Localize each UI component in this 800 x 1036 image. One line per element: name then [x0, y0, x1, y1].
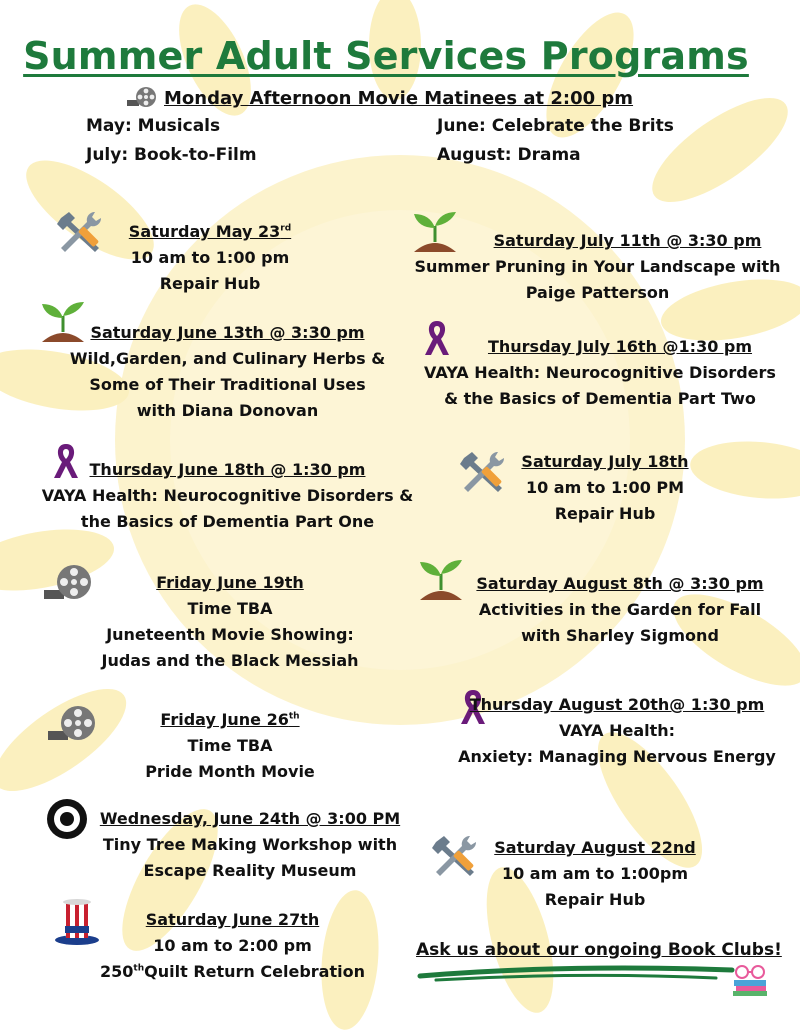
tools-icon: [430, 832, 478, 880]
matinee-month: June: Celebrate the Brits: [437, 116, 674, 136]
film-reel-icon: [127, 86, 157, 108]
matinee-month: May: Musicals: [86, 116, 221, 136]
event-july-11: Saturday July 11th @ 3:30 pm Summer Pruning in Your Landscape with Paige Patterson: [414, 231, 781, 302]
event-june-13: Saturday June 13th @ 3:30 pm Wild,Garden, and Culinary Herbs & Some of Their Traditional Uses with Diana Donovan: [69, 323, 386, 420]
film-reel-icon: [44, 564, 92, 602]
page-title: Summer Adult Services Programs: [23, 34, 749, 78]
book-club-note: Ask us about our ongoing Book Clubs!: [416, 940, 782, 960]
green-brush-stroke: [416, 962, 736, 984]
event-july-18: Saturday July 18th 10 am to 1:00 PM Repair Hub: [521, 452, 689, 523]
event-june-26: Friday June 26th Time TBA Pride Month Movie: [145, 710, 315, 781]
matinee-month: July: Book-to-Film: [86, 145, 257, 165]
event-june-27: Saturday June 27th 10 am to 2:00 pm 250thQuilt Return Celebration: [100, 910, 365, 981]
uncle-sam-hat-icon: [54, 898, 100, 946]
event-august-8: Saturday August 8th @ 3:30 pm Activities in the Garden for Fall with Sharley Sigmond: [476, 574, 764, 645]
tools-icon: [55, 208, 103, 256]
tools-icon: [458, 448, 506, 496]
film-reel-icon: [48, 705, 96, 743]
event-august-20: Thursday August 20th@ 1:30 pm VAYA Health: Anxiety: Managing Nervous Energy: [458, 695, 776, 766]
books-glasses-icon: [730, 962, 770, 996]
seedling-icon: [416, 556, 466, 600]
matinee-month: August: Drama: [437, 145, 581, 165]
event-june-24: Wednesday, June 24th @ 3:00 PM Tiny Tree Making Workshop with Escape Reality Museum: [99, 809, 401, 880]
handmade-badge-icon: [46, 798, 88, 840]
event-july-16: Thursday July 16th @1:30 pm VAYA Health: Neurocognitive Disorders & the Basics of Dementia Part Two: [424, 337, 776, 408]
event-june-18: Thursday June 18th @ 1:30 pm VAYA Health: Neurocognitive Disorders & the Basics of Dementia Part One: [41, 460, 414, 531]
event-june-19: Friday June 19th Time TBA Juneteenth Movie Showing: Judas and the Black Messiah: [101, 573, 359, 670]
event-august-22: Saturday August 22nd 10 am am to 1:00pm Repair Hub: [494, 838, 696, 909]
movie-matinee-heading: Monday Afternoon Movie Matinees at 2:00 pm: [164, 88, 634, 109]
event-may-23: Saturday May 23rd 10 am to 1:00 pm Repair Hub: [128, 222, 292, 293]
